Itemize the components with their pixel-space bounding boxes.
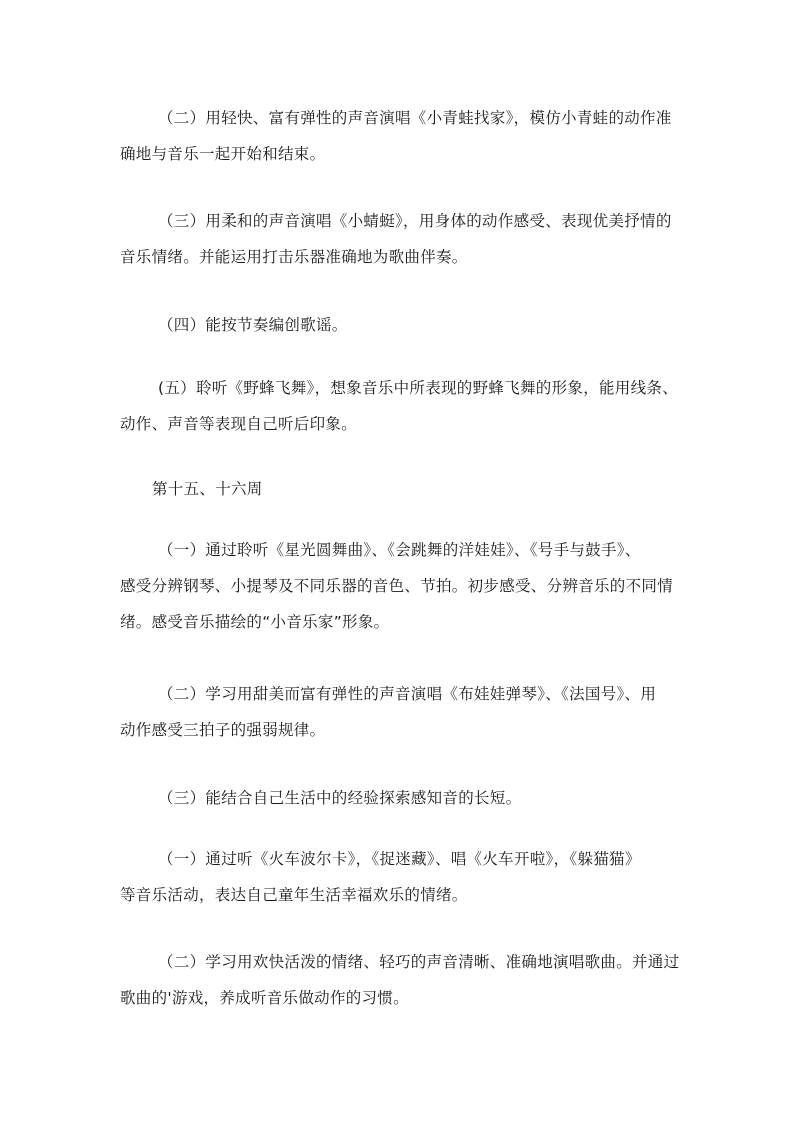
- paragraph-line: （二）学习用欢快活泼的情绪、轻巧的声音清晰、准确地演唱歌曲。并通过: [158, 953, 680, 971]
- paragraph-line: 歌曲的'游戏，养成听音乐做动作的习惯。: [120, 989, 409, 1007]
- paragraph-line: 动作、声音等表现自己听后印象。: [120, 415, 358, 433]
- paragraph: [120, 370, 680, 442]
- paragraph: [120, 780, 680, 816]
- paragraph-line: 绪。感受音乐描绘的“小音乐家”形象。: [120, 613, 390, 631]
- paragraph: [120, 944, 680, 1016]
- paragraph: [120, 307, 680, 343]
- section-heading: [120, 471, 680, 507]
- paragraph-line: （一）通过听《火车波尔卡》，《捉迷藏》、唱《火车开啦》，《躲猫猫》: [158, 850, 641, 868]
- paragraph-line: (五）聆听《野蜂飞舞》，想象音乐中所表现的野蜂飞舞的形象，能用线条、: [158, 379, 678, 397]
- paragraph: [120, 841, 680, 913]
- paragraph-line: 动作感受三拍子的强弱规律。: [120, 721, 326, 739]
- paragraph-line: （二）学习用甜美而富有弹性的声音演唱《布娃娃弹琴》、《法国号》、用: [158, 685, 657, 703]
- paragraph-line: （三）用柔和的声音演唱《小蜻蜓》，用身体的动作感受、表现优美抒情的: [158, 212, 672, 230]
- paragraph: [120, 532, 680, 640]
- paragraph-line: （一）通过聆听《星光圆舞曲》、《会跳舞的洋娃娃》、《号手与鼓手》、: [158, 541, 641, 559]
- paragraph-line: 确地与音乐一起开始和结束。: [120, 145, 326, 163]
- paragraph-line: 等音乐活动，表达自己童年生活幸福欢乐的情绪。: [120, 886, 468, 904]
- paragraph-line: 感受分辨钢琴、小提琴及不同乐器的音色、节拍。初步感受、分辨音乐的不同情: [120, 577, 674, 595]
- paragraph-line: （三）能结合自己生活中的经验探索感知音的长短。: [158, 789, 522, 807]
- paragraph-line: 音乐情绪。并能运用打击乐器准确地为歌曲伴奏。: [120, 248, 468, 266]
- paragraph: [120, 100, 680, 172]
- paragraph: [120, 676, 680, 748]
- paragraph-line: （四）能按节奏编创歌谣。: [158, 316, 348, 334]
- paragraph: [120, 203, 680, 275]
- paragraph-line: （二）用轻快、富有弹性的声音演唱《小青蛙找家》，模仿小青蛙的动作准: [158, 109, 672, 127]
- section-heading-text: 第十五、十六周: [152, 480, 263, 498]
